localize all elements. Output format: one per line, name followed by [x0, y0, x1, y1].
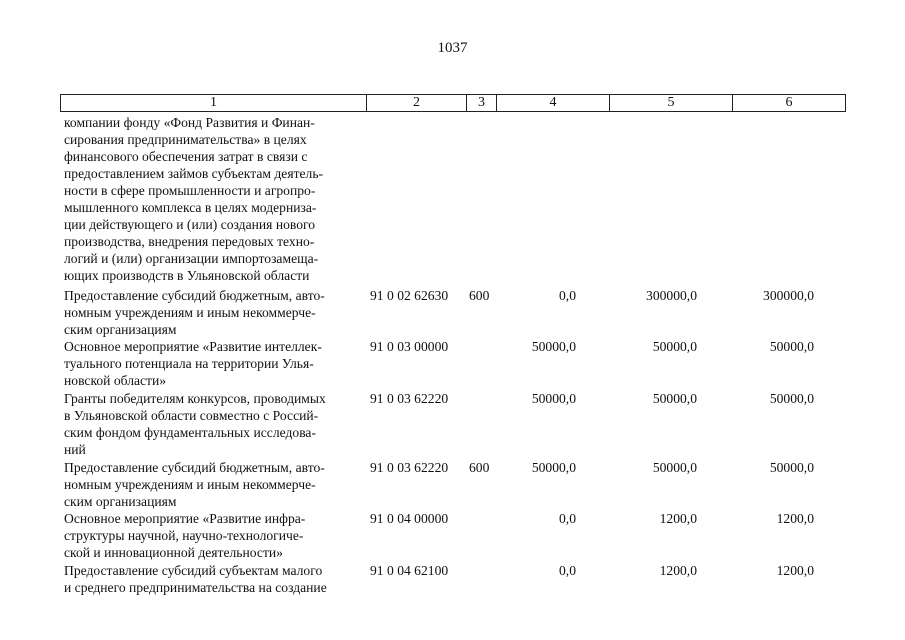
row-description-line: Предоставление субсидий субъектам малого: [64, 563, 323, 578]
row-description-line: компании фонду «Фонд Развития и Финан-: [64, 115, 315, 130]
row-description-line: в Ульяновской области совместно с Россий-: [64, 408, 319, 423]
header-col-2: 2: [366, 95, 466, 111]
row-description-line: логий и (или) организации импортозамеща-: [64, 251, 319, 266]
row-description-line: сирования предпринимательства» в целях: [64, 132, 307, 147]
row-value-5: 1200,0: [659, 563, 697, 578]
row-code: 91 0 03 62220: [370, 460, 449, 475]
row-description: [64, 390, 362, 458]
row-description-line: ности в сфере промышленности и агропро-: [64, 183, 316, 198]
header-col-4: 4: [496, 95, 609, 111]
row-description-line: ний: [64, 442, 86, 457]
row-value-6: 50000,0: [769, 339, 814, 354]
row-code: 91 0 03 62220: [370, 391, 449, 406]
row-value-6: 300000,0: [763, 288, 814, 303]
row-description-line: ской и инновационной деятельности»: [64, 545, 283, 560]
row-description: [64, 459, 362, 510]
row-description-line: номным учреждениям и иным некоммерче-: [64, 477, 316, 492]
row-value-5: 50000,0: [652, 391, 697, 406]
row-description-line: структуры научной, научно-технологиче-: [64, 528, 304, 543]
row-description: [64, 510, 362, 561]
row-code: 91 0 04 00000: [370, 511, 449, 526]
row-description-line: и среднего предпринимательства на создание: [64, 580, 327, 595]
row-code: 91 0 03 00000: [370, 339, 449, 354]
row-value-4: 0,0: [559, 511, 576, 526]
row-value-4: 0,0: [559, 563, 576, 578]
row-description-line: туального потенциала на территории Улья-: [64, 356, 314, 371]
row-description: [64, 287, 362, 338]
row-description-line: номным учреждениям и иным некоммерче-: [64, 305, 316, 320]
row-value-5: 50000,0: [652, 339, 697, 354]
row-type: 600: [469, 288, 490, 303]
row-value-6: 1200,0: [776, 511, 814, 526]
row-description-line: ции действующего и (или) создания нового: [64, 217, 316, 232]
header-col-1: 1: [210, 95, 217, 110]
header-col-3: 3: [466, 95, 496, 111]
row-description-line: Основное мероприятие «Развитие инфра-: [64, 511, 306, 526]
row-value-5: 300000,0: [646, 288, 697, 303]
row-value-6: 50000,0: [769, 460, 814, 475]
row-description-line: ским организациям: [64, 494, 177, 509]
row-value-6: 1200,0: [776, 563, 814, 578]
row-value-4: 50000,0: [531, 460, 576, 475]
row-description: [64, 114, 362, 284]
row-description-line: ющих производств в Ульяновской области: [64, 268, 310, 283]
row-code: 91 0 04 62100: [370, 563, 449, 578]
row-description-line: мышленного комплекса в целях модернизa-: [64, 200, 317, 215]
row-description-line: предоставлением займов субъектам деятель-: [64, 166, 324, 181]
header-col-5: 5: [609, 95, 732, 111]
row-description-line: ским организациям: [64, 322, 177, 337]
row-description-line: Основное мероприятие «Развитие интеллек-: [64, 339, 322, 354]
row-description-line: Предоставление субсидий бюджетным, авто-: [64, 460, 325, 475]
row-value-4: 50000,0: [531, 391, 576, 406]
row-description: [64, 338, 362, 389]
row-value-5: 1200,0: [659, 511, 697, 526]
row-description-line: производства, внедрения передовых техно-: [64, 234, 315, 249]
row-value-6: 50000,0: [769, 391, 814, 406]
row-type: 600: [469, 460, 490, 475]
row-value-5: 50000,0: [652, 460, 697, 475]
row-description-line: новской области»: [64, 373, 167, 388]
row-description-line: ским фондом фундаментальных исследова-: [64, 425, 316, 440]
row-description-line: Предоставление субсидий бюджетным, авто-: [64, 288, 325, 303]
row-description-line: Гранты победителям конкурсов, проводимых: [64, 391, 326, 406]
header-col-6: 6: [732, 95, 845, 111]
page-number: 1037: [437, 40, 468, 56]
table-header: [60, 94, 846, 112]
row-value-4: 0,0: [559, 288, 576, 303]
row-description-line: финансового обеспечения затрат в связи с: [64, 149, 308, 164]
row-value-4: 50000,0: [531, 339, 576, 354]
row-code: 91 0 02 62630: [370, 288, 449, 303]
row-description: [64, 562, 362, 596]
